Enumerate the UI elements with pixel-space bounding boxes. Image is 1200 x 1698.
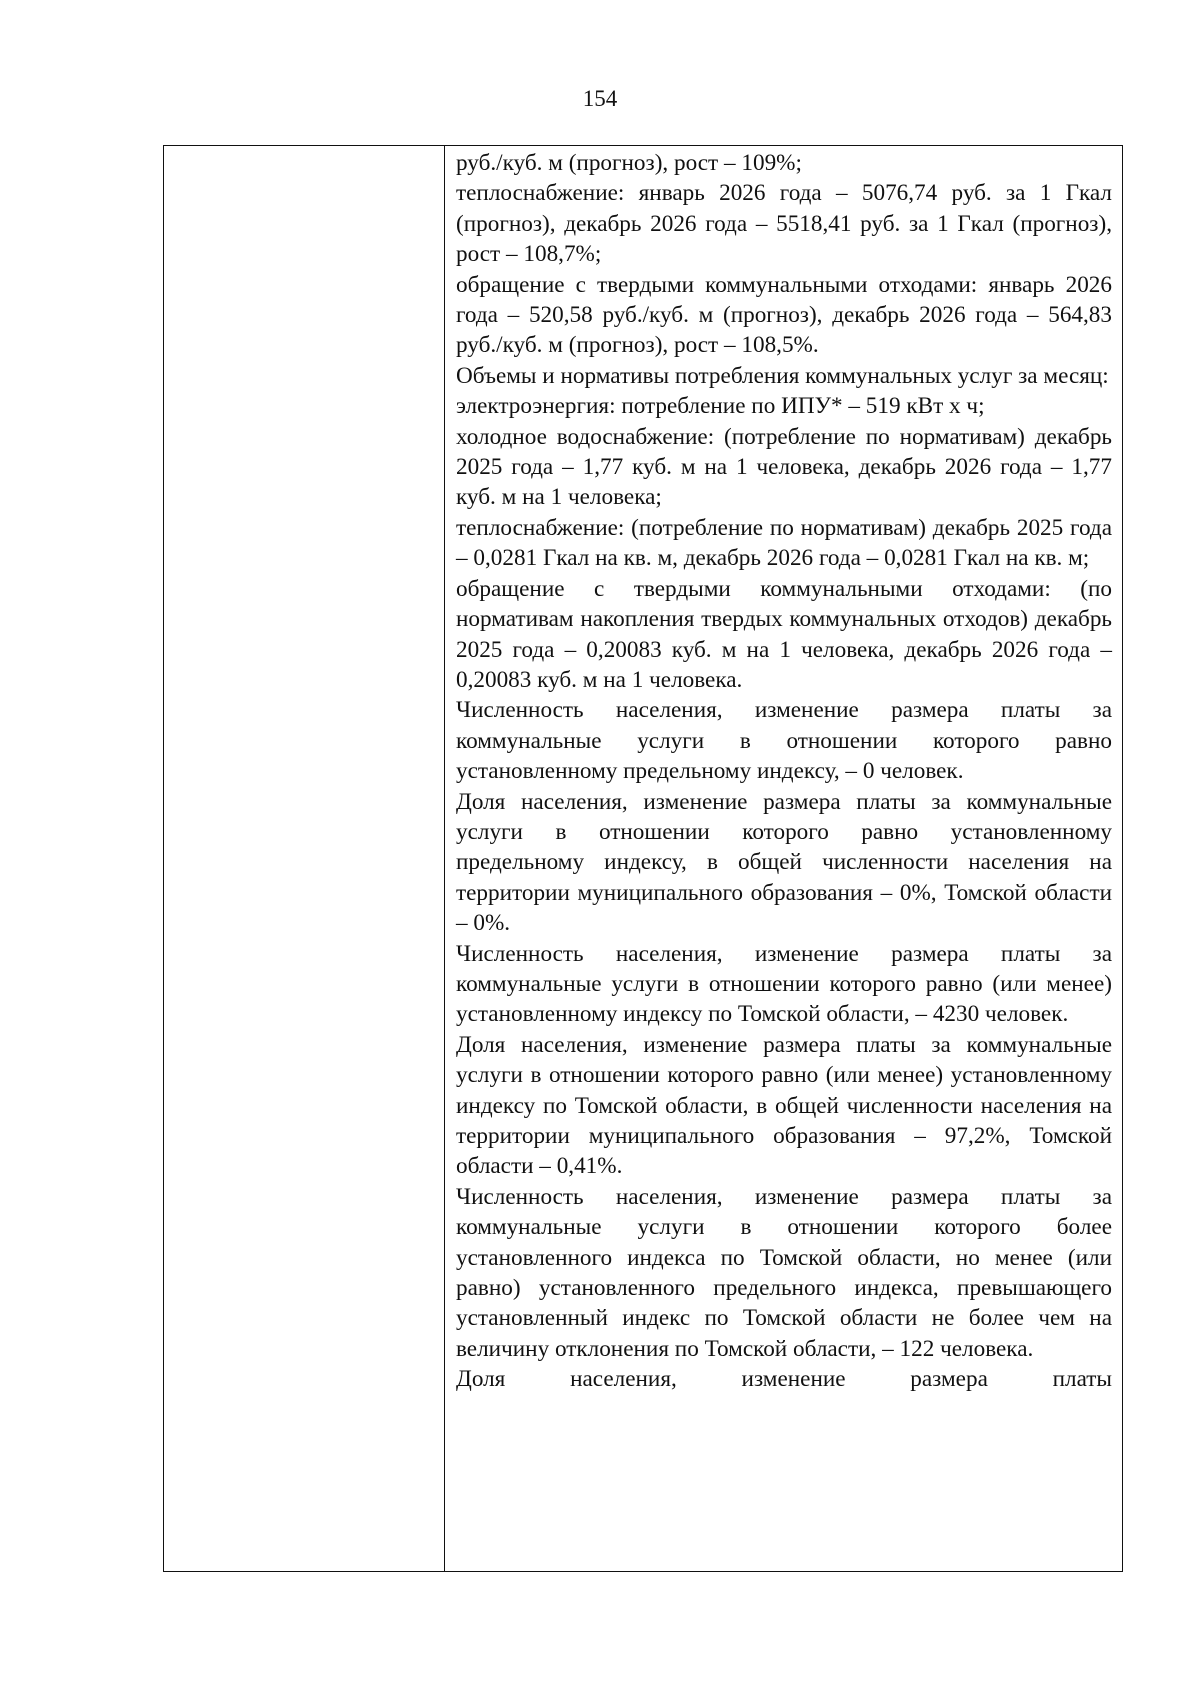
paragraph-1: руб./куб. м (прогноз), рост – 109%; — [456, 150, 802, 176]
paragraph-11: Численность населения, изменение размера платы за коммунальные услуги в отношении которого равно (или менее) установленному индексу по Томской области, – 4230 человек. — [456, 940, 1112, 1028]
paragraph-7: теплоснабжение: (потребление по нормативам) декабрь 2025 года – 0,0281 Гкал на кв. м, декабрь 2026 года – 0,0281 Гкал на кв. м; — [456, 514, 1112, 572]
table-left-column — [164, 146, 445, 1571]
paragraph-4: Объемы и нормативы потребления коммунальных услуг за месяц: — [456, 362, 1109, 389]
paragraph-5: электроэнергия: потребление по ИПУ* – 519 кВт х ч; — [456, 393, 985, 420]
paragraph-10: Доля населения, изменение размера платы за коммунальные услуги в отношении которого равно установленному предельному индексу, в общей численности населения на территории муниципального образования – 0%, Томской области – 0%. — [456, 788, 1112, 937]
page-number: 154 — [582, 86, 618, 111]
paragraph-8: обращение с твердыми коммунальными отходами: (по нормативам накопления твердых коммунальных отходов) декабрь 2025 года – 0,20083 куб. м на 1 человека, декабрь 2026 года – 0,20083 куб. м на 1 человека. — [456, 575, 1112, 693]
table-right-column — [445, 146, 1122, 1571]
document-table — [163, 145, 1123, 1572]
paragraph-3: обращение с твердыми коммунальными отходами: январь 2026 года – 520,58 руб./куб. м (прогноз), декабрь 2026 года – 564,83 руб./куб. м (прогноз), рост – 108,5%. — [456, 271, 1112, 359]
paragraph-12: Доля населения, изменение размера платы за коммунальные услуги в отношении которого равно (или менее) установленному индексу по Томской области, в общей численности населения на территории муниципального образования – 97,2%, Томской области – 0,41%. — [456, 1031, 1112, 1180]
paragraph-9: Численность населения, изменение размера платы за коммунальные услуги в отношении которого равно установленному предельному индексу, – 0 человек. — [456, 697, 1112, 785]
paragraph-14: Доля населения, изменение размера платы — [456, 1366, 1112, 1393]
paragraph-6: холодное водоснабжение: (потребление по нормативам) декабрь 2025 года – 1,77 куб. м на 1 человека, декабрь 2026 года – 1,77 куб. м на 1 человека; — [456, 423, 1112, 511]
paragraph-2: теплоснабжение: январь 2026 года – 5076,74 руб. за 1 Гкал (прогноз), декабрь 2026 года – 5518,41 руб. за 1 Гкал (прогноз), рост – 108,7%; — [456, 180, 1112, 268]
paragraph-13: Численность населения, изменение размера платы за коммунальные услуги в отношении которого более установленного индекса по Томской области, но менее (или равно) установленного предельного индекса, превышающего установленный индекс по Томской области не более чем на величину отклонения по Томской области, – 122 человека. — [456, 1183, 1112, 1362]
